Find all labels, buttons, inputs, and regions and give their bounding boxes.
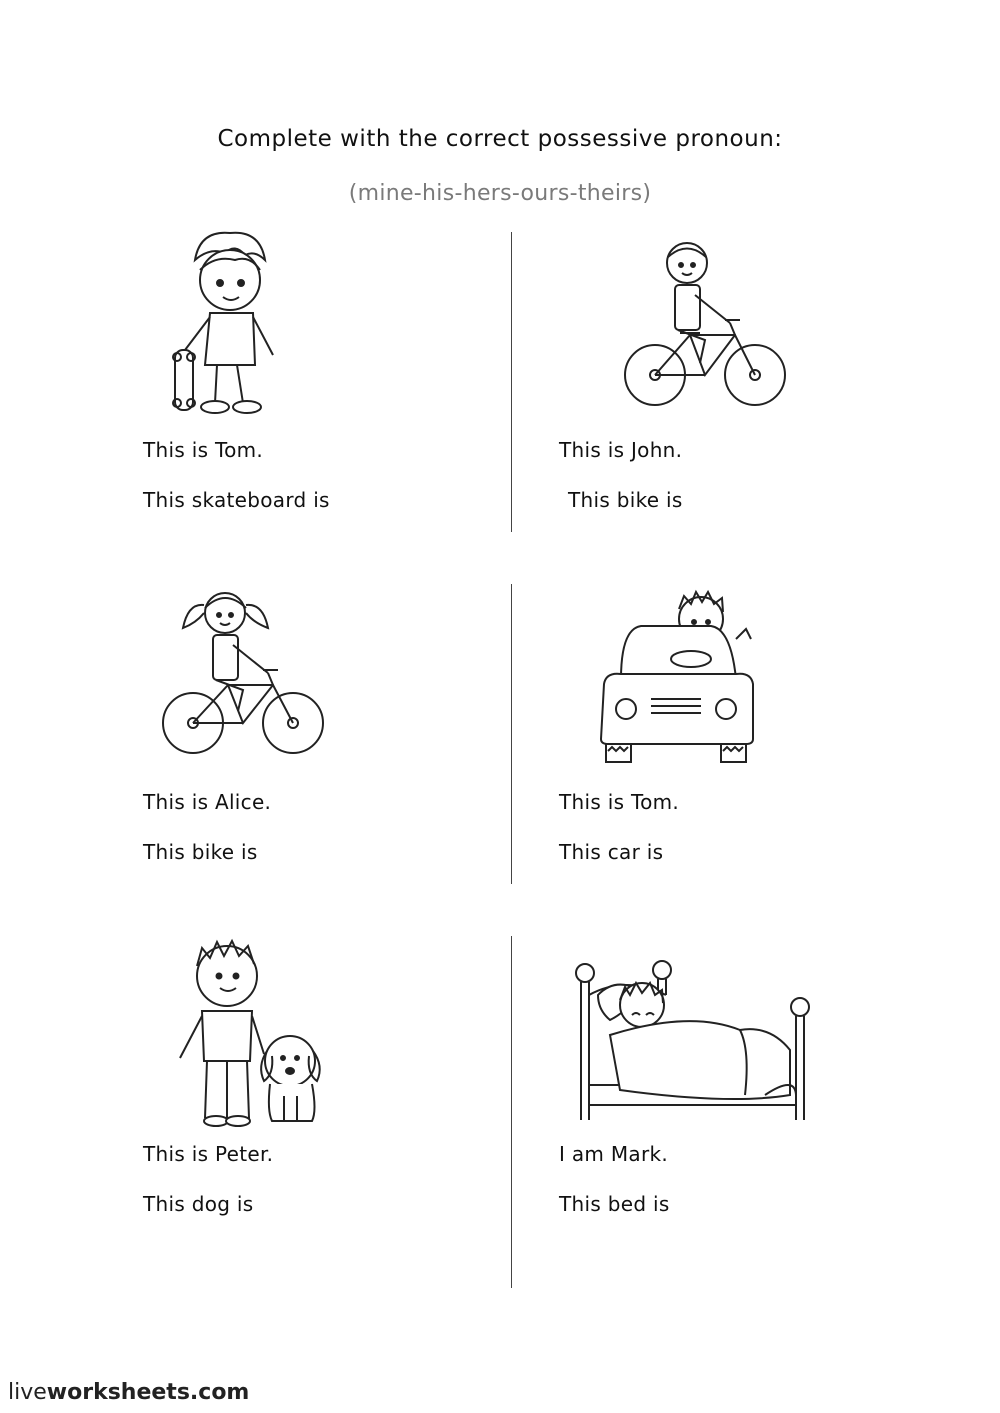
liveworksheets-logo[interactable] — [8, 1380, 249, 1405]
column-divider — [511, 936, 512, 1288]
brand-suffix: .com — [189, 1380, 250, 1405]
column-divider — [511, 584, 512, 884]
brand-worksheets: worksheets — [46, 1380, 190, 1405]
exercise-intro: This is Alice. — [143, 790, 272, 814]
boy-with-dog-icon — [172, 936, 332, 1131]
exercise-prompt: This dog is — [143, 1192, 254, 1216]
exercise-prompt: This skateboard is — [143, 488, 330, 512]
pronoun-options: (mine-his-hers-ours-theirs) — [348, 181, 652, 206]
exercise-intro: This is Tom. — [143, 438, 264, 462]
exercise-intro: This is Tom. — [559, 790, 680, 814]
girl-riding-bike-icon — [158, 583, 328, 758]
exercise-prompt: This car is — [559, 840, 664, 864]
worksheet-title: Complete with the correct possessive pronoun: — [217, 126, 783, 152]
exercise-prompt: This bike is — [143, 840, 258, 864]
boy-with-skateboard-icon — [165, 225, 295, 420]
exercise-intro: I am Mark. — [559, 1142, 669, 1166]
boy-driving-car-icon — [596, 584, 756, 769]
boy-in-bed-icon — [570, 955, 815, 1125]
exercise-prompt: This bed is — [559, 1192, 670, 1216]
boy-riding-bike-icon — [620, 235, 790, 410]
exercise-intro: This is John. — [559, 438, 683, 462]
exercise-prompt: This bike is — [568, 488, 683, 512]
column-divider — [511, 232, 512, 532]
exercise-intro: This is Peter. — [143, 1142, 274, 1166]
brand-live: live — [8, 1380, 47, 1405]
